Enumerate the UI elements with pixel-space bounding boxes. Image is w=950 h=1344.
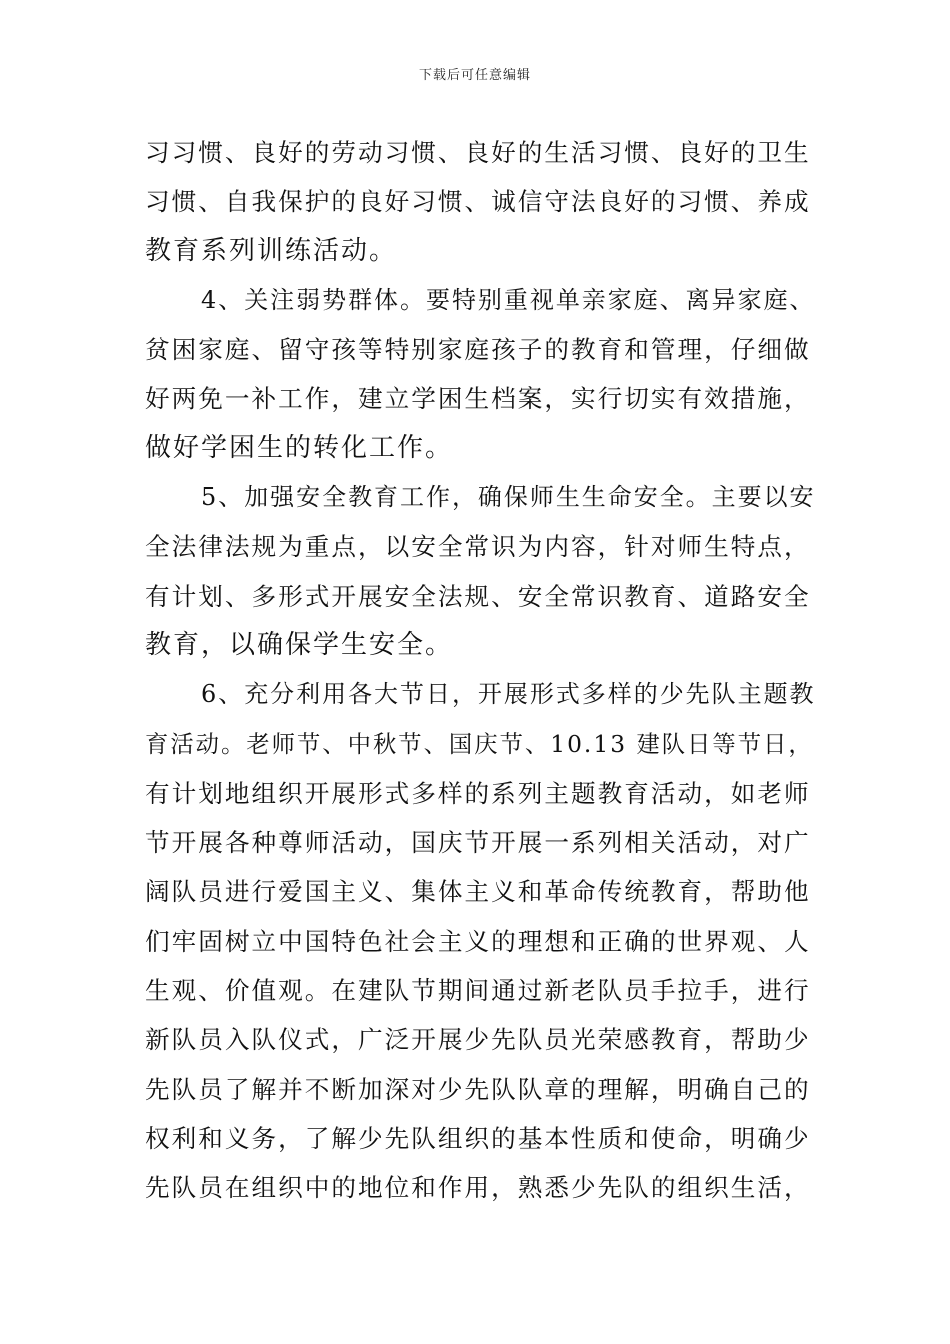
text-line: 有计划、多形式开展安全法规、安全常识教育、道路安全 — [145, 581, 811, 611]
text-line: 们牢固树立中国特色社会主义的理想和正确的世界观、人 — [145, 926, 811, 956]
text-line: 权利和义务，了解少先队组织的基本性质和使命，明确少 — [145, 1123, 811, 1153]
text-line: 教育系列训练活动。 — [145, 235, 398, 266]
text-line: 有计划地组织开展形式多样的系列主题教育活动，如老师 — [145, 778, 811, 808]
text-line: 新队员入队仪式，广泛开展少先队员光荣感教育，帮助少 — [145, 1025, 811, 1055]
text-line: 做好学困生的转化工作。 — [145, 432, 454, 463]
text-line: 教育，以确保学生安全。 — [145, 629, 454, 660]
text-line: 先队员了解并不断加深对少先队队章的理解，明确自己的 — [145, 1074, 811, 1104]
text-line: 节开展各种尊师活动，国庆节开展一系列相关活动，对广 — [145, 828, 811, 858]
text-line: 习习惯、良好的劳动习惯、良好的生活习惯、良好的卫生 — [145, 138, 811, 167]
text-line: 生观、价值观。在建队节期间通过新老队员手拉手，进行 — [145, 976, 811, 1006]
text-line: 好两免一补工作，建立学困生档案，实行切实有效措施， — [145, 384, 811, 414]
text-line: 习惯、自我保护的良好习惯、诚信守法良好的习惯、养成 — [145, 187, 811, 217]
text-line: 育活动。老师节、中秋节、国庆节、10.13 建队日等节日， — [145, 729, 814, 758]
text-line: 先队员在组织中的地位和作用，熟悉少先队的组织生活， — [145, 1173, 811, 1203]
paragraph-start-line: 5、加强安全教育工作，确保师生生命安全。主要以安 — [201, 483, 816, 512]
text-line: 贫困家庭、留守孩等特别家庭孩子的教育和管理，仔细做 — [145, 335, 811, 365]
text-line: 阔队员进行爱国主义、集体主义和革命传统教育，帮助他 — [145, 877, 811, 907]
text-line: 全法律法规为重点，以安全常识为内容，针对师生特点， — [145, 532, 811, 562]
paragraph-start-line: 6、充分利用各大节日，开展形式多样的少先队主题教 — [201, 680, 816, 709]
paragraph-start-line: 4、关注弱势群体。要特别重视单亲家庭、离异家庭、 — [201, 285, 816, 314]
page-header-note: 下载后可任意编辑 — [418, 68, 531, 83]
document-body — [145, 128, 815, 1213]
